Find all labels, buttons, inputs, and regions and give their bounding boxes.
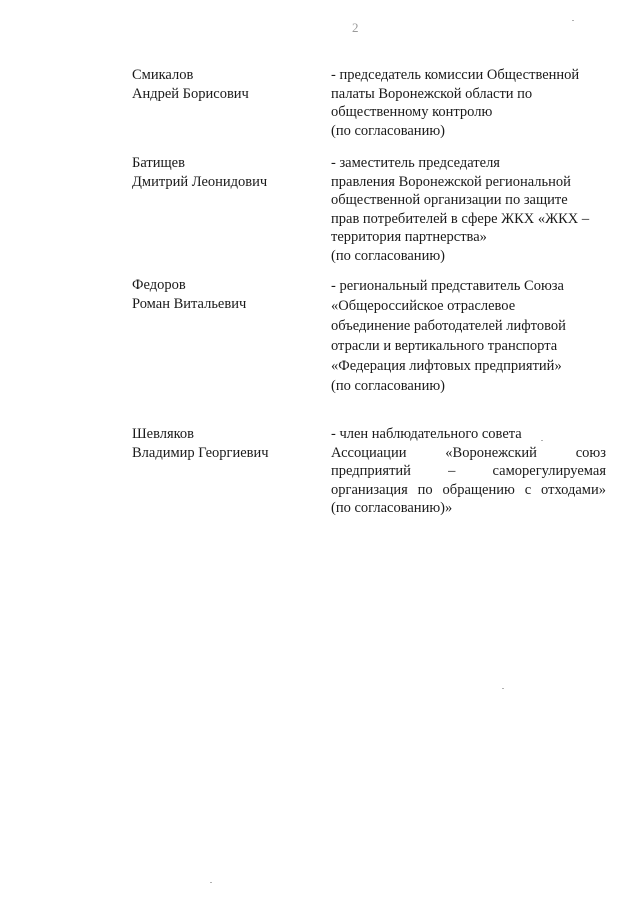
member-given-names: Владимир Георгиевич: [132, 444, 269, 461]
member-given-names: Андрей Борисович: [132, 85, 249, 102]
member-role: [331, 154, 606, 265]
role-line: (по согласованию): [331, 122, 445, 139]
role-line: прав потребителей в сфере ЖКХ «ЖКХ –: [331, 210, 590, 227]
scan-speck: [572, 20, 574, 21]
member-role: [331, 276, 606, 396]
role-line: (по согласованию)»: [331, 500, 453, 516]
member-surname: Батищев: [132, 155, 185, 171]
role-line: (по согласованию): [331, 247, 445, 264]
role-line: «Федерация лифтовых предприятий»: [331, 358, 562, 374]
member-name: [132, 425, 312, 462]
scan-speck: [502, 688, 504, 689]
member-surname: Шевляков: [132, 426, 195, 442]
member-role: [331, 425, 606, 518]
role-line: правления Воронежской региональной: [331, 173, 571, 190]
role-line: - председатель комиссии Общественной: [331, 67, 580, 83]
member-name: [132, 276, 312, 313]
role-line: объединение работодателей лифтовой: [331, 318, 566, 334]
role-line: предприятий – саморегулируемая: [331, 463, 606, 479]
page-number: 2: [352, 20, 359, 35]
member-name: [132, 66, 312, 103]
role-line: - член наблюдательного совета: [331, 426, 522, 442]
scan-speck: [210, 882, 212, 883]
member-surname: Смикалов: [132, 67, 194, 83]
role-line: отрасли и вертикального транспорта: [331, 338, 558, 354]
role-line: - заместитель председателя: [331, 155, 500, 171]
role-line: «Общероссийское отраслевое: [331, 298, 516, 314]
role-line: Ассоциации «Воронежский союз: [331, 444, 606, 461]
member-given-names: Дмитрий Леонидович: [132, 173, 268, 190]
role-line: общественной организации по защите: [331, 192, 568, 208]
member-role: [331, 66, 606, 140]
role-line: общественному контролю: [331, 104, 493, 120]
role-line: территория партнерства»: [331, 229, 487, 245]
member-given-names: Роман Витальевич: [132, 295, 247, 312]
member-name: [132, 154, 312, 191]
scan-speck: [541, 440, 543, 441]
role-line: (по согласованию): [331, 378, 445, 394]
role-line: палаты Воронежской области по: [331, 85, 533, 102]
member-surname: Федоров: [132, 277, 186, 293]
role-line: организация по обращению с отходами»: [331, 481, 606, 498]
role-line: - региональный представитель Союза: [331, 278, 564, 294]
